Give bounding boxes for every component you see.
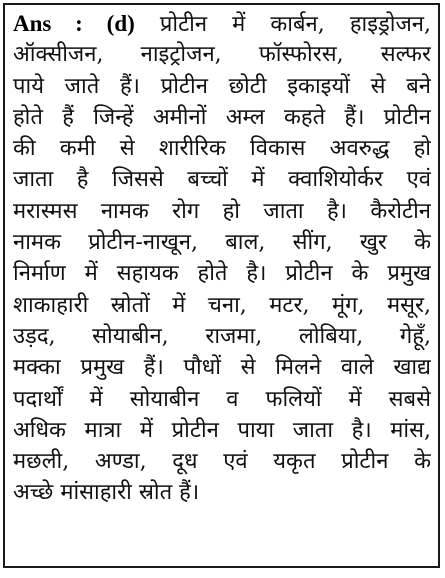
answer-line-5: की कमी से शारीरिक विकास अवरुद्ध हो <box>13 136 431 162</box>
answer-line-12: मक्का प्रमुख हैं। पौधों से मिलने वाले खाद्य <box>13 355 431 381</box>
answer-line-16: अच्छे मांसाहारी स्रोत हैं। <box>13 480 200 506</box>
cropped-next-line-fragment <box>60 571 390 578</box>
answer-line-8: नामक प्रोटीन-नाखून, बाल, सींग, खुर के <box>13 230 431 256</box>
answer-line-10: शाकाहारी स्रोतों में चना, मटर, मूंग, मसूर, <box>13 292 431 318</box>
answer-line-11: उड़द, सोयाबीन, राजमा, लोबिया, गेहूँ, <box>13 323 431 349</box>
answer-text-1: प्रोटीन में कार्बन, हाइड्रोजन, <box>159 12 431 37</box>
answer-line-4: होते हैं जिन्हें अमीनों अम्ल कहते हैं। प्रोटीन <box>13 104 431 130</box>
answer-line-15: मछली, अण्डा, दूध एवं यकृत प्रोटीन के <box>13 449 431 475</box>
answer-line-9: निर्माण में सहायक होते है। प्रोटीन के प्रमुख <box>13 261 431 287</box>
answer-line-1 <box>13 8 431 39</box>
answer-line-2: ऑक्सीजन, नाइट्रोजन, फॉस्फोरस, सल्फर <box>13 42 431 68</box>
answer-label: Ans : (d) <box>13 11 135 36</box>
answer-line-6: जाता है जिससे बच्चों में क्वाशियोर्कर एवं <box>13 167 431 193</box>
answer-line-7: मरास्मस नामक रोग हो जाता है। कैरोटीन <box>13 198 431 224</box>
answer-line-14: अधिक मात्रा में प्रोटीन पाया जाता है। मांस, <box>13 417 431 443</box>
answer-box <box>3 3 440 568</box>
answer-line-13: पदार्थों में सोयाबीन व फलियों में सबसे <box>13 386 431 412</box>
answer-line-3: पाये जाते हैं। प्रोटीन छोटी इकाइयों से बने <box>13 73 431 99</box>
